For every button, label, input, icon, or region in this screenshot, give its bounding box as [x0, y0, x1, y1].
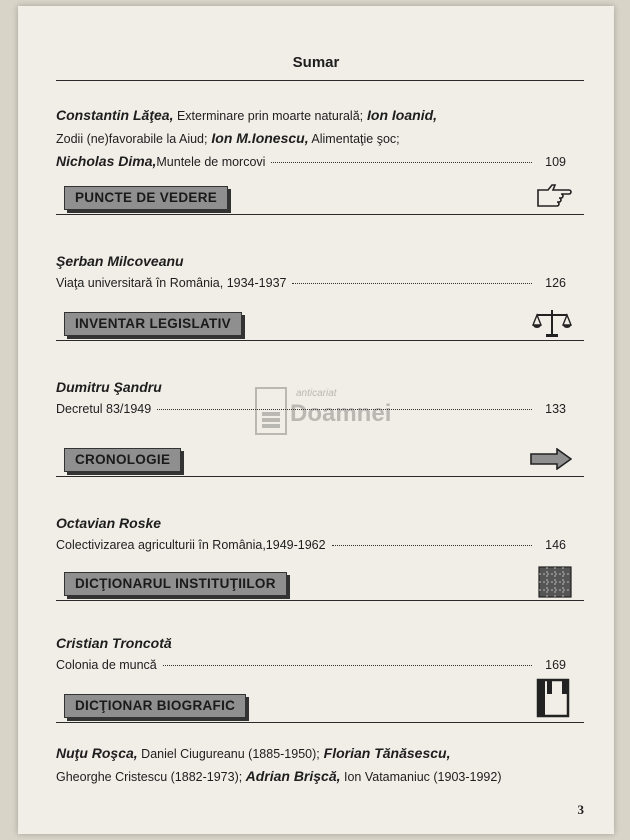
toc-entry-1: [56, 250, 584, 294]
books-icon: [254, 386, 288, 436]
toc-entry-group-1: [56, 104, 584, 173]
entry-title: Alimentaţie şoc;: [308, 132, 400, 146]
entry-title: Viaţa universitară în România, 1934-1937: [56, 276, 287, 290]
page-reference: 169: [545, 658, 566, 672]
grid-pattern-icon: [538, 566, 572, 603]
toc-line: [56, 150, 584, 173]
toc-entry-bio: [56, 742, 584, 788]
section-label: CRONOLOGIE: [64, 448, 181, 472]
watermark: [254, 384, 414, 444]
entry-author: Şerban Milcoveanu: [56, 253, 184, 269]
arrow-right-icon: [530, 448, 572, 475]
entry-author: Dumitru Şandru: [56, 379, 162, 395]
entry-title: Decretul 83/1949: [56, 402, 152, 416]
book-page: [18, 6, 614, 834]
toc-line: [56, 765, 584, 788]
toc-line: [56, 654, 584, 676]
entry-author: Cristian Troncotă: [56, 635, 172, 651]
entry-title: Daniel Ciugureanu (1885-1950);: [137, 747, 320, 761]
page-reference: 146: [545, 538, 566, 552]
toc-line: [56, 272, 584, 294]
title-divider: [56, 80, 584, 81]
section-label: DICŢIONAR BIOGRAFIC: [64, 694, 246, 718]
entry-title: Ion Vatamaniuc (1903-1992): [340, 770, 502, 784]
dot-leader: [332, 545, 532, 546]
section-header-inventar-legislativ: [56, 316, 584, 341]
toc-line: [56, 127, 584, 150]
entry-author: Constantin Lăţea,: [56, 107, 174, 123]
section-header-dictionar-biografic: [56, 698, 584, 723]
entry-title: Gheorghe Cristescu (1882-1973);: [56, 770, 243, 784]
scales-icon: [532, 308, 572, 343]
entry-title: Colonia de muncă: [56, 658, 157, 672]
page-reference: 133: [545, 402, 566, 416]
toc-entry-4: [56, 632, 584, 676]
watermark-line2: Doamnei: [290, 400, 392, 427]
entry-author: Nicholas Dima,: [56, 153, 157, 169]
section-label: PUNCTE DE VEDERE: [64, 186, 228, 210]
section-label: DICŢIONARUL INSTITUŢIILOR: [64, 572, 287, 596]
entry-title: Muntele de morcovi: [156, 155, 266, 169]
dot-leader: [292, 283, 532, 284]
dot-leader: [271, 162, 532, 163]
entry-author: Ion M.Ionescu,: [207, 130, 309, 146]
section-header-puncte-de-vedere: [56, 190, 584, 215]
entry-title: Zodii (ne)favorabile la Aiud;: [56, 132, 208, 146]
section-header-cronologie: [56, 452, 584, 477]
entry-title: Exterminare prin moarte naturală;: [173, 109, 364, 123]
pointing-hand-icon: [536, 182, 572, 213]
entry-author: Nuţu Roşca,: [56, 745, 138, 761]
book-icon: [536, 678, 572, 723]
page-reference: 126: [545, 276, 566, 290]
page-reference: 109: [545, 155, 566, 169]
entry-author: Ion Ioanid,: [363, 107, 438, 123]
section-label: INVENTAR LEGISLATIV: [64, 312, 242, 336]
page-number: 3: [577, 802, 584, 817]
toc-line: [56, 742, 584, 765]
watermark-line1: anticariat: [296, 388, 337, 399]
entry-author: Florian Tănăsescu,: [319, 745, 451, 761]
entry-author: Adrian Brişcă,: [242, 768, 341, 784]
dot-leader: [163, 665, 532, 666]
toc-line: [56, 104, 584, 127]
page-title: Sumar: [292, 54, 340, 71]
section-header-dictionarul-institutiilor: [56, 576, 584, 601]
toc-entry-3: [56, 512, 584, 556]
toc-line: [56, 534, 584, 556]
entry-title: Colectivizarea agriculturii în România,1949-1962: [56, 538, 326, 552]
entry-author: Octavian Roske: [56, 515, 162, 531]
